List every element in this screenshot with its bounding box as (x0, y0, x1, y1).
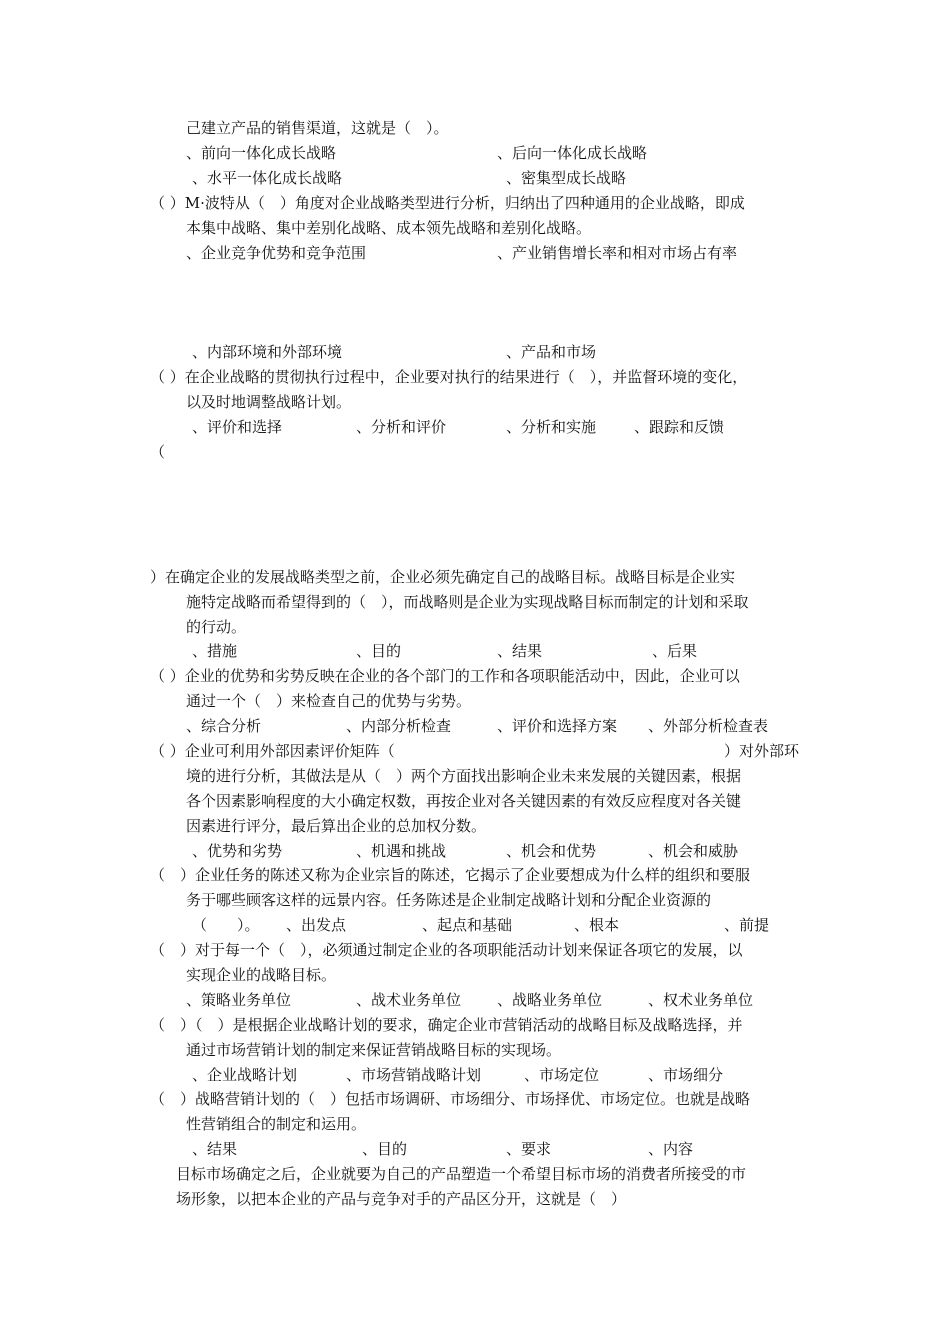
option-d: 、内容 (648, 1140, 694, 1158)
option-a: 、综合分析 (186, 717, 262, 735)
question-text: 施特定战略而希望得到的（ ），而战略则是企业为实现战略目标而制定的计划和采取 (186, 593, 749, 611)
option-d: 、机会和威胁 (648, 842, 739, 860)
option-b: 、战术业务单位 (356, 991, 462, 1009)
question-text: （ ）（ ）是根据企业战略计划的要求，确定企业市营销活动的战略目标及战略选择，并 (150, 1016, 743, 1034)
option-c: 、内部环境和外部环境 (192, 343, 343, 361)
question-text: （ ）企业任务的陈述又称为企业宗旨的陈述，它揭示了企业要想成为什么样的组织和要服 (150, 866, 751, 884)
option-c: 、战略业务单位 (497, 991, 603, 1009)
question-text: 场形象，以把本企业的产品与竞争对手的产品区分开，这就是（ ） (176, 1190, 627, 1208)
option-d: 、跟踪和反馈 (634, 418, 725, 436)
option-c: 、评价和选择方案 (497, 717, 618, 735)
option-c: 、根本 (574, 916, 620, 934)
option-d: 、密集型成长战略 (506, 169, 627, 187)
question-text: 实现企业的战略目标。 (186, 966, 337, 984)
option-a: 、结果 (192, 1140, 238, 1158)
question-text: （ ）在企业战略的贯彻执行过程中，企业要对执行的结果进行（ ），并监督环境的变化， (150, 368, 748, 386)
question-text: 务于哪些顾客这样的远景内容。任务陈述是企业制定战略计划和分配企业资源的 (186, 891, 712, 909)
option-c: 、要求 (506, 1140, 552, 1158)
option-b: 、产业销售增长率和相对市场占有率 (497, 244, 738, 262)
option-b: 、分析和评价 (356, 418, 447, 436)
option-d: 、外部分析检查表 (648, 717, 769, 735)
question-text: （ ）企业可利用外部因素评价矩阵（ (150, 742, 395, 760)
option-b: 、内部分析检查 (346, 717, 452, 735)
question-text: ）在确定企业的发展战略类型之前，企业必须先确定自己的战略目标。战略目标是企业实 (150, 568, 736, 586)
option-a: 、评价和选择 (192, 418, 283, 436)
option-a: 、前向一体化成长战略 (186, 144, 337, 162)
option-a: 、策略业务单位 (186, 991, 292, 1009)
option-c: 、结果 (497, 642, 543, 660)
option-a: 、出发点 (286, 916, 347, 934)
option-a: 、措施 (192, 642, 238, 660)
option-c: 、水平一体化成长战略 (192, 169, 343, 187)
question-text: （ ）。 (192, 916, 260, 934)
question-text: 各个因素影响程度的大小确定权数，再按企业对各关键因素的有效反应程度对各关键 (186, 792, 742, 810)
text-line: 己建立产品的销售渠道，这就是（ ）。 (186, 119, 449, 137)
question-text: 以及时地调整战略计划。 (186, 393, 352, 411)
question-text: 通过一个（ ）来检查自己的优势与劣势。 (186, 692, 472, 710)
question-text: 目标市场确定之后，企业就要为自己的产品塑造一个希望目标市场的消费者所接受的市 (176, 1165, 747, 1183)
option-d: 、产品和市场 (506, 343, 597, 361)
question-text: （ ）对于每一个（ ），必须通过制定企业的各项职能活动计划来保证各项它的发展，以 (150, 941, 743, 959)
option-c: 、市场定位 (524, 1066, 600, 1084)
option-a: 、企业战略计划 (192, 1066, 298, 1084)
option-b: 、后向一体化成长战略 (497, 144, 648, 162)
option-a: 、企业竞争优势和竞争范围 (186, 244, 367, 262)
option-a: 、优势和劣势 (192, 842, 283, 860)
question-text: 本集中战略、集中差别化战略、成本领先战略和差别化战略。 (186, 219, 592, 237)
question-text: 性营销组合的制定和运用。 (186, 1115, 367, 1133)
option-d: 、后果 (652, 642, 698, 660)
question-bracket: （ (150, 443, 166, 461)
question-text: （ ）战略营销计划的（ ）包括市场调研、市场细分、市场择优、市场定位。也就是战略 (150, 1090, 751, 1108)
question-text: 的行动。 (186, 618, 247, 636)
question-text: 因素进行评分，最后算出企业的总加权分数。 (186, 817, 487, 835)
option-d: 、前提 (724, 916, 770, 934)
question-text: （ ）M·波特从（ ）角度对企业战略类型进行分析，归纳出了四种通用的企业战略，即成 (150, 194, 745, 212)
question-text: 通过市场营销计划的制定来保证营销战略目标的实现场。 (186, 1041, 562, 1059)
question-text: 境的进行分析，其做法是从（ ）两个方面找出影响企业未来发展的关键因素，根据 (186, 767, 742, 785)
option-b: 、目的 (356, 642, 402, 660)
question-text: （ ）企业的优势和劣势反映在企业的各个部门的工作和各项职能活动中，因此，企业可以 (150, 667, 740, 685)
option-d: 、市场细分 (648, 1066, 724, 1084)
question-text: ）对外部环 (724, 742, 800, 760)
option-b: 、起点和基础 (422, 916, 513, 934)
option-c: 、机会和优势 (506, 842, 597, 860)
option-c: 、分析和实施 (506, 418, 597, 436)
option-d: 、权术业务单位 (648, 991, 754, 1009)
option-b: 、机遇和挑战 (356, 842, 447, 860)
option-b: 、目的 (362, 1140, 408, 1158)
option-b: 、市场营销战略计划 (346, 1066, 482, 1084)
